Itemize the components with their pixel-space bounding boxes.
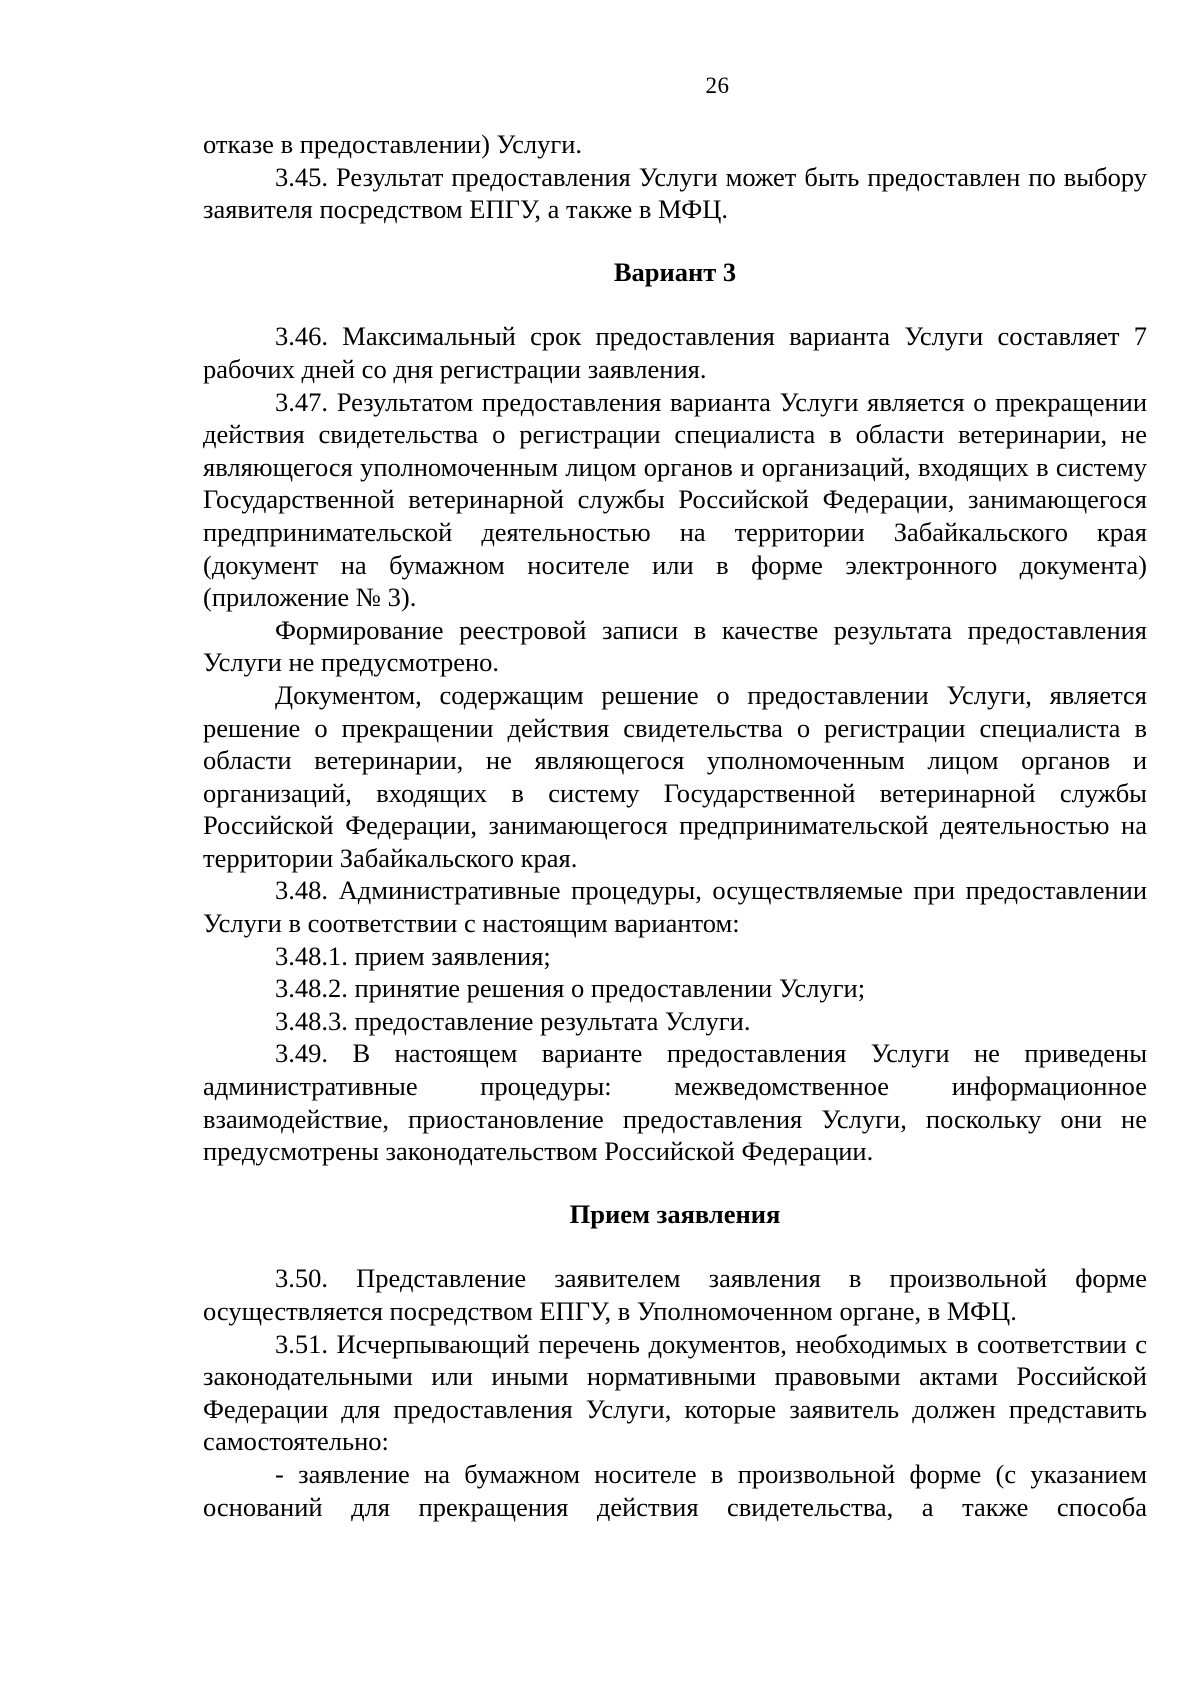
section-heading-application-intake: Прием заявления xyxy=(569,1198,781,1229)
paragraph-3-48-3: 3.48.3. предоставление результата Услуги. xyxy=(275,1005,751,1036)
paragraph-continuation: отказе в предоставлении) Услуги. xyxy=(203,129,583,159)
paragraph-3-50: 3.50. Представление заявителем заявления в произвольной форме осуществляется посредством ЕПГУ, в Уполномоченном органе, в МФЦ. xyxy=(203,1263,1147,1326)
paragraph-3-48-1: 3.48.1. прием заявления; xyxy=(275,940,551,971)
page-number: 26 xyxy=(705,73,730,98)
paragraph-3-51: 3.51. Исчерпывающий перечень документов, необходимых в соответствии с законодательными или иными нормативными правовыми актами Российской Федерации для предоставления Услуги, которые заявитель должен представить самостоятельно: xyxy=(203,1328,1147,1457)
paragraph-decision-document: Документом, содержащим решение о предоставлении Услуги, является решение о прекращении действия свидетельства о регистрации специалиста в области ветеринарии, не являющегося уполномоченным лицом органов и организаций, входящих в систему Государственной ветеринарной службы Российской Федерации, занимающегося предпринимательской деятельностью на территории Забайкальского края. xyxy=(203,679,1147,873)
paragraph-3-45: 3.45. Результат предоставления Услуги может быть предоставлен по выбору заявителя посредством ЕПГУ, а также в МФЦ. xyxy=(203,161,1147,225)
paragraph-3-48: 3.48. Административные процедуры, осуществляемые при предоставлении Услуги в соответствии с настоящим вариантом: xyxy=(203,875,1147,939)
paragraph-3-47: 3.47. Результатом предоставления варианта Услуги является о прекращении действия свидетельства о регистрации специалиста в области ветеринарии, не являющегося уполномоченным лицом органов и организаций, входящих в систему Государственной ветеринарной службы Российской Федерации, занимающегося предпринимательской деятельностью на территории Забайкальского края (документ на бумажном носителе или в форме электронного документа) (приложение № 3). xyxy=(203,386,1147,613)
paragraph-list-item-application: - заявление на бумажном носителе в произвольной форме (с указанием оснований для прекращения действия свидетельства, а также способа xyxy=(203,1458,1147,1522)
paragraph-3-49: 3.49. В настоящем варианте предоставления Услуги не приведены административные процедуры: межведомственное информационное взаимодействие, приостановление предоставления Услуги, поскольку они не предусмотрены законодательством Российской Федерации. xyxy=(203,1038,1147,1167)
paragraph-3-46: 3.46. Максимальный срок предоставления варианта Услуги составляет 7 рабочих дней со дня регистрации заявления. xyxy=(203,321,1147,384)
section-heading-variant-3: Вариант 3 xyxy=(613,256,737,287)
paragraph-3-48-2: 3.48.2. принятие решения о предоставлении Услуги; xyxy=(275,973,866,1004)
document-body xyxy=(203,128,1147,1523)
paragraph-registry-record: Формирование реестровой записи в качестве результата предоставления Услуги не предусмотрено. xyxy=(203,614,1147,678)
